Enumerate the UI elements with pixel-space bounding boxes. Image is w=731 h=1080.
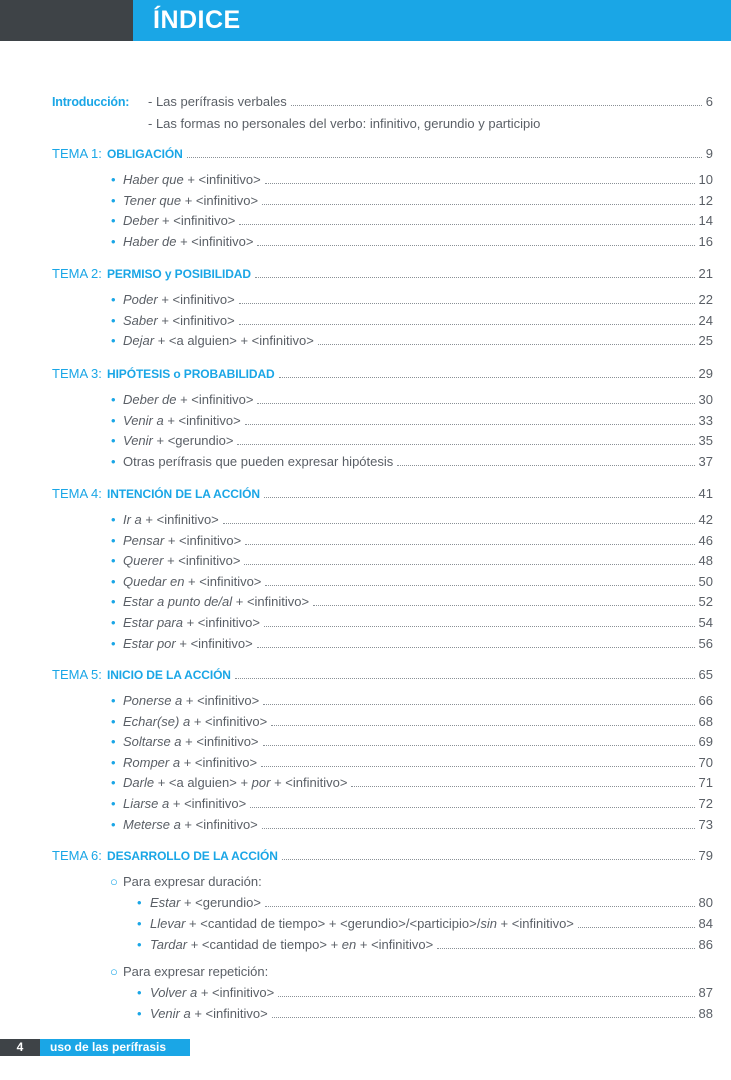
entry-text — [150, 914, 574, 934]
toc-entry — [0, 510, 731, 530]
intro-row-2 — [0, 114, 731, 134]
toc-entry — [0, 773, 731, 793]
dot-leader — [261, 766, 695, 767]
page-number: 12 — [697, 191, 713, 211]
circle-bullet-icon: ○ — [110, 964, 118, 979]
entry-verb: Romper a — [123, 754, 181, 770]
page-number: 46 — [697, 531, 713, 551]
subsection-label: Para expresar duración: — [123, 874, 262, 889]
toc-entry — [0, 390, 731, 410]
bullet-icon: • — [111, 192, 116, 208]
bullet-icon: • — [111, 532, 116, 548]
circle-bullet-icon: ○ — [110, 874, 118, 889]
tema-heading — [0, 846, 731, 866]
toc-entry — [0, 191, 731, 211]
page-number: 30 — [697, 390, 713, 410]
entry-verb: Quedar en — [123, 573, 185, 589]
page-number: 14 — [697, 211, 713, 231]
page-number: 42 — [697, 510, 713, 530]
dot-leader — [265, 906, 695, 907]
entry-text — [150, 935, 433, 955]
entry-complement: + <infinitivo> — [180, 816, 258, 832]
entry-verb: Tener que — [123, 192, 182, 208]
page-header — [0, 0, 731, 41]
bullet-icon: • — [111, 453, 116, 469]
entry-verb: Liarse a — [123, 796, 170, 811]
entry-verb: Deber de — [123, 392, 177, 407]
bullet-icon: • — [111, 392, 116, 407]
dot-leader — [262, 204, 695, 205]
page-number: 72 — [697, 794, 713, 814]
toc-entry — [0, 290, 731, 310]
page-number: 87 — [697, 983, 713, 1003]
entry-complement: + <infinitivo> — [163, 412, 241, 428]
entry-text — [123, 170, 261, 190]
bullet-icon: • — [111, 333, 116, 349]
tema-label: TEMA 2: — [52, 266, 102, 281]
toc-entry — [0, 211, 731, 231]
bullet-icon: • — [137, 916, 142, 931]
toc-entry — [0, 311, 731, 331]
bullet-icon: • — [111, 412, 116, 428]
entry-verb: Deber — [123, 213, 159, 229]
dot-leader — [262, 828, 695, 829]
entry-text — [123, 815, 258, 835]
tema-title: INTENCIÓN DE LA ACCIÓN — [107, 487, 260, 501]
entry-verb: Ir a — [123, 512, 142, 527]
dot-leader — [187, 157, 702, 158]
tema-heading — [0, 665, 731, 685]
bullet-icon: • — [111, 635, 116, 651]
entry-complement: + <infinitivo> — [183, 172, 261, 187]
tema-label: TEMA 1: — [52, 146, 102, 161]
page-number: 70 — [697, 753, 713, 773]
entry-complement: + <infinitivo> — [182, 693, 260, 708]
entry-complement: + <cantidad de tiempo> + <gerundio>/<participio>/ — [185, 916, 481, 931]
intro-label: Introducción: — [52, 95, 130, 109]
toc-entry — [0, 794, 731, 814]
dot-leader — [279, 377, 695, 378]
page-number: 65 — [697, 665, 713, 685]
toc-entry — [0, 170, 731, 190]
bullet-icon: • — [111, 292, 116, 307]
entry-preposition: sin — [480, 916, 497, 931]
page-number: 37 — [697, 452, 713, 472]
entry-text — [123, 572, 261, 592]
page-number: 41 — [697, 484, 713, 504]
page-number: 22 — [697, 290, 713, 310]
entry-preposition: en — [341, 937, 357, 952]
entry-text — [123, 191, 258, 211]
dot-leader — [265, 183, 695, 184]
page-number: 80 — [697, 893, 713, 913]
entry-text — [150, 1004, 268, 1024]
entry-verb: Tardar — [150, 937, 188, 952]
entry-text — [123, 592, 309, 612]
entry-complement-2: + <infinitivo> — [496, 916, 574, 931]
page-number: 29 — [697, 364, 713, 384]
bullet-icon: • — [111, 312, 116, 328]
bullet-icon: • — [111, 713, 116, 729]
entry-complement-2: + <infinitivo> — [270, 775, 348, 791]
tema-title: INICIO DE LA ACCIÓN — [107, 668, 231, 682]
tema-heading — [0, 144, 731, 164]
bullet-icon: • — [111, 172, 116, 187]
entry-complement: + <infinitivo> — [190, 713, 268, 729]
bullet-icon: • — [111, 615, 116, 630]
page-title: ÍNDICE — [153, 6, 241, 34]
bullet-icon: • — [111, 816, 116, 832]
intro-line-1: - Las perífrasis verbales — [148, 94, 287, 109]
entry-verb: Meterse a — [123, 816, 181, 832]
page-number: 88 — [697, 1004, 713, 1024]
subsection-heading — [0, 872, 731, 892]
entry-complement: + <infinitivo> — [197, 985, 275, 1000]
page-number: 25 — [697, 331, 713, 351]
header-dark-block — [0, 0, 133, 41]
page-number: 33 — [697, 411, 713, 431]
dot-leader — [291, 105, 702, 106]
page-number: 21 — [697, 264, 713, 284]
dot-leader — [239, 303, 695, 304]
entry-verb: Estar para — [123, 615, 183, 630]
entry-text — [123, 232, 253, 252]
entry-complement: + <infinitivo> — [182, 615, 260, 630]
toc-entry — [0, 712, 731, 732]
dot-leader — [239, 224, 695, 225]
entry-text — [123, 411, 241, 431]
toc-entry — [0, 815, 731, 835]
toc-entry — [0, 431, 731, 451]
bullet-icon: • — [111, 433, 116, 449]
toc-entry — [0, 613, 731, 633]
toc-entry — [0, 983, 731, 1003]
entry-complement: + <infinitivo> — [169, 796, 247, 811]
entry-verb: Soltarse a — [123, 734, 182, 750]
tema-heading — [0, 484, 731, 504]
entry-complement: + <infinitivo> — [181, 192, 259, 208]
dot-leader — [237, 444, 695, 445]
entry-complement: + <gerundio> — [152, 433, 234, 449]
entry-complement: + <infinitivo> — [190, 1006, 268, 1021]
page-number: 6 — [704, 92, 713, 112]
dot-leader — [244, 564, 695, 565]
toc-entry — [0, 572, 731, 592]
entry-preposition: por — [251, 775, 271, 791]
entry-text — [123, 732, 259, 752]
page-number: 66 — [697, 691, 713, 711]
dot-leader — [313, 605, 695, 606]
page-number: 9 — [704, 144, 713, 164]
page-number: 24 — [697, 311, 713, 331]
toc-entry — [0, 531, 731, 551]
page-number: 84 — [697, 914, 713, 934]
entry-verb: Estar por — [123, 635, 176, 651]
dot-leader — [250, 807, 695, 808]
entry-text — [123, 613, 260, 633]
entry-complement: + <infinitivo> — [180, 754, 258, 770]
entry-complement: + <infinitivo> — [175, 635, 253, 651]
entry-verb: Pensar — [123, 532, 165, 548]
entry-verb: Saber — [123, 312, 158, 328]
entry-verb: Estar a punto de/al — [123, 594, 233, 610]
dot-leader — [437, 948, 695, 949]
entry-complement: + <infinitivo> — [176, 233, 254, 249]
entry-verb: Venir a — [123, 412, 164, 428]
tema-title: HIPÓTESIS o PROBABILIDAD — [107, 367, 275, 381]
bullet-icon: • — [111, 553, 116, 569]
page-number: 69 — [697, 732, 713, 752]
page-number: 35 — [697, 431, 713, 451]
tema-title: OBLIGACIÓN — [107, 147, 183, 161]
entry-complement: + <infinitivo> — [158, 213, 236, 229]
dot-leader — [351, 786, 695, 787]
page-number: 73 — [697, 815, 713, 835]
entry-verb: Volver a — [150, 985, 198, 1000]
dot-leader — [245, 544, 695, 545]
intro-row — [0, 92, 731, 112]
entry-text — [123, 452, 393, 472]
dot-leader — [264, 497, 695, 498]
dot-leader — [263, 704, 695, 705]
bullet-icon: • — [111, 734, 116, 750]
dot-leader — [257, 403, 695, 404]
entry-text — [123, 211, 235, 231]
dot-leader — [272, 1017, 695, 1018]
page-number: 54 — [697, 613, 713, 633]
dot-leader — [397, 465, 695, 466]
bullet-icon: • — [111, 573, 116, 589]
page-number: 50 — [697, 572, 713, 592]
entry-complement: + <infinitivo> — [141, 512, 219, 527]
bullet-icon: • — [111, 775, 116, 791]
toc-entry — [0, 452, 731, 472]
entry-complement: + <infinitivo> — [157, 292, 235, 307]
bullet-icon: • — [111, 213, 116, 229]
dot-leader — [278, 996, 695, 997]
entry-complement: + <infinitivo> — [181, 734, 259, 750]
footer-book-title: uso de las perífrasis — [40, 1039, 190, 1056]
entry-complement: + <a alguien> + <infinitivo> — [154, 333, 314, 349]
bullet-icon: • — [111, 693, 116, 708]
tema-label: TEMA 3: — [52, 366, 102, 381]
entry-verb: Estar — [150, 895, 181, 910]
page-number: 68 — [697, 712, 713, 732]
toc-entry — [0, 732, 731, 752]
dot-leader — [257, 647, 695, 648]
tema-heading — [0, 264, 731, 284]
dot-leader — [257, 245, 695, 246]
dot-leader — [578, 927, 695, 928]
entry-text — [123, 712, 267, 732]
dot-leader — [265, 585, 695, 586]
entry-verb: Venir a — [150, 1006, 191, 1021]
dot-leader — [223, 523, 695, 524]
page-number: 79 — [697, 846, 713, 866]
bullet-icon: • — [137, 1006, 142, 1021]
entry-text — [123, 551, 240, 571]
page-number: 56 — [697, 634, 713, 654]
entry-verb: Poder — [123, 292, 158, 307]
dot-leader — [255, 277, 695, 278]
entry-complement: + <infinitivo> — [176, 392, 254, 407]
entry-verb: Haber de — [123, 233, 177, 249]
entry-complement: + <cantidad de tiempo> + — [187, 937, 342, 952]
entry-complement: + <infinitivo> — [184, 573, 262, 589]
tema-label: TEMA 4: — [52, 486, 102, 501]
dot-leader — [239, 324, 695, 325]
toc-entry — [0, 634, 731, 654]
entry-verb: Venir — [123, 433, 153, 449]
bullet-icon: • — [111, 594, 116, 610]
dot-leader — [264, 626, 695, 627]
toc-entry — [0, 935, 731, 955]
toc-entry — [0, 691, 731, 711]
entry-text — [123, 753, 257, 773]
bullet-icon: • — [137, 937, 142, 952]
tema-title: PERMISO y POSIBILIDAD — [107, 267, 251, 281]
page-number: 71 — [697, 773, 713, 793]
dot-leader — [235, 678, 695, 679]
toc-entry — [0, 411, 731, 431]
toc-entry — [0, 1004, 731, 1024]
toc-entry — [0, 232, 731, 252]
entry-text — [123, 390, 253, 410]
entry-text — [123, 431, 233, 451]
tema-label: TEMA 5: — [52, 667, 102, 682]
bullet-icon: • — [111, 754, 116, 770]
tema-label: TEMA 6: — [52, 848, 102, 863]
entry-verb: Ponerse a — [123, 693, 183, 708]
tema-title: DESARROLLO DE LA ACCIÓN — [107, 849, 278, 863]
entry-complement: + <a alguien> + — [154, 775, 252, 791]
toc-entry — [0, 551, 731, 571]
bullet-icon: • — [111, 796, 116, 811]
subsection-label: Para expresar repetición: — [123, 964, 269, 979]
entry-text — [123, 510, 219, 530]
dot-leader — [271, 725, 695, 726]
entry-complement: + <infinitivo> — [157, 312, 235, 328]
entry-text — [123, 773, 347, 793]
intro-line-2: - Las formas no personales del verbo: infinitivo, gerundio y participio — [148, 116, 541, 131]
entry-complement: + <gerundio> — [180, 895, 261, 910]
entry-verb: Dejar — [123, 333, 155, 349]
toc-entry — [0, 331, 731, 351]
entry-complement: + <infinitivo> — [232, 594, 310, 610]
entry-text — [123, 290, 235, 310]
entry-text — [123, 331, 314, 351]
entry-text — [123, 794, 246, 814]
entry-verb: Darle — [123, 775, 155, 791]
dot-leader — [318, 344, 695, 345]
toc-entry — [0, 893, 731, 913]
page-number: 10 — [697, 170, 713, 190]
bullet-icon: • — [111, 233, 116, 249]
entry-text — [123, 531, 241, 551]
entry-complement: Otras perífrasis que pueden expresar hipótesis — [123, 453, 394, 469]
entry-verb: Echar(se) a — [123, 713, 191, 729]
entry-text — [150, 983, 274, 1003]
entry-complement: + <infinitivo> — [163, 553, 241, 569]
entry-complement-2: + <infinitivo> — [356, 937, 434, 952]
entry-text — [123, 311, 235, 331]
entry-complement: + <infinitivo> — [164, 532, 242, 548]
entry-text — [123, 634, 253, 654]
tema-heading — [0, 364, 731, 384]
footer-page-number: 4 — [0, 1039, 40, 1056]
page-number: 48 — [697, 551, 713, 571]
entry-verb: Haber que — [123, 172, 184, 187]
bullet-icon: • — [111, 512, 116, 527]
dot-leader — [282, 859, 695, 860]
subsection-heading — [0, 962, 731, 982]
entry-verb: Llevar — [150, 916, 186, 931]
entry-verb: Querer — [123, 553, 164, 569]
bullet-icon: • — [137, 895, 142, 910]
page-number: 86 — [697, 935, 713, 955]
bullet-icon: • — [137, 985, 142, 1000]
toc-entry — [0, 914, 731, 934]
dot-leader — [263, 745, 695, 746]
toc-entry — [0, 753, 731, 773]
toc-entry — [0, 592, 731, 612]
dot-leader — [245, 424, 695, 425]
entry-text — [150, 893, 261, 913]
entry-text — [123, 691, 259, 711]
page-number: 52 — [697, 592, 713, 612]
page-number: 16 — [697, 232, 713, 252]
